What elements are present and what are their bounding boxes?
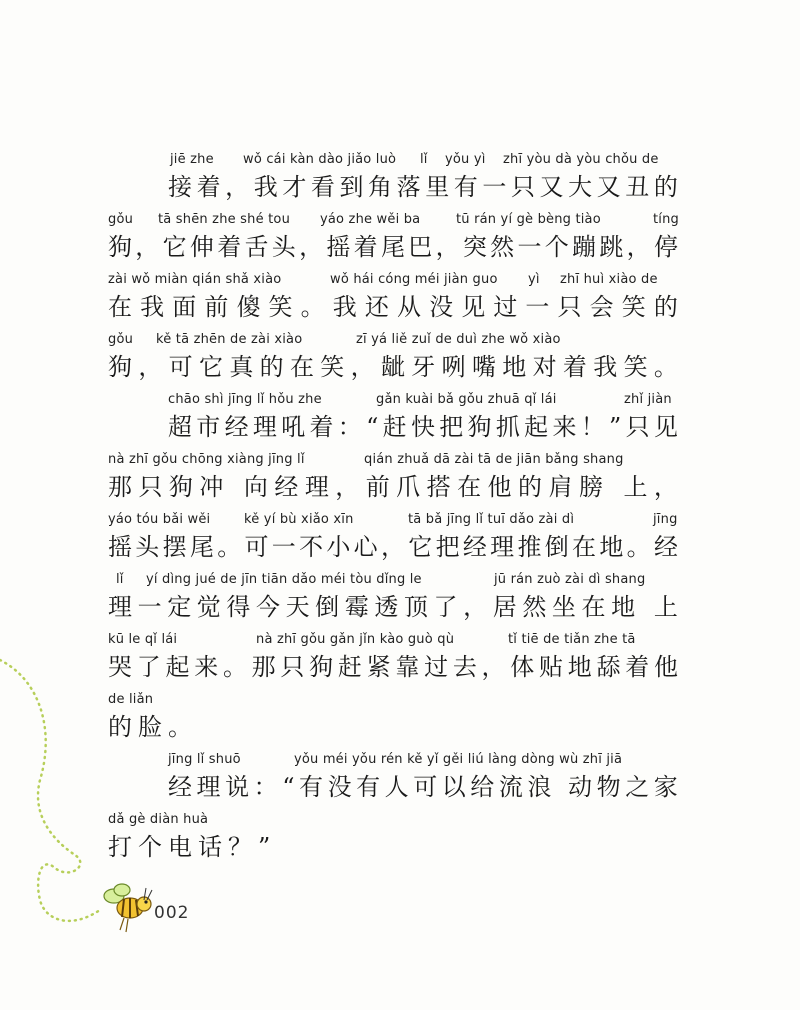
hanzi-row: 狗 ， 可 它 真 的 在 笑 ， 龇 牙 咧 嘴 地 对 着 我 笑 。 bbox=[108, 353, 678, 381]
pinyin-word: tā shēn zhe shé tou bbox=[158, 212, 291, 227]
pinyin-word: yǒu méi yǒu rén kě yǐ gěi liú làng dòng wù zhī jiā bbox=[294, 752, 623, 767]
pinyin-word: lǐ bbox=[420, 152, 428, 167]
pinyin-word: gǒu bbox=[108, 332, 134, 347]
hanzi-row: 打 个 电 话 ？ ” bbox=[108, 833, 271, 861]
pinyin-word: zhǐ jiàn bbox=[624, 392, 672, 407]
pinyin-word: gǒu bbox=[108, 212, 134, 227]
pinyin-word: tǐ tiē de tiǎn zhe tā bbox=[508, 632, 636, 647]
pinyin-word: dǎ gè diàn huà bbox=[108, 812, 209, 827]
pinyin-word: kě tā zhēn de zài xiào bbox=[156, 332, 303, 347]
pinyin-word: qián zhuǎ dā zài tā de jiān bǎng shang bbox=[364, 452, 624, 467]
pinyin-row bbox=[108, 812, 678, 830]
page-number: 002 bbox=[154, 903, 190, 923]
pinyin-word: kě yí bù xiǎo xīn bbox=[244, 512, 354, 527]
pinyin-word: jiē zhe bbox=[170, 152, 214, 167]
pinyin-row bbox=[108, 452, 678, 470]
pinyin-word: de liǎn bbox=[108, 692, 154, 707]
hanzi-row: 的 脸 。 bbox=[108, 713, 192, 741]
pinyin-row bbox=[108, 212, 678, 230]
pinyin-word: yǒu yì bbox=[445, 152, 486, 167]
pinyin-word: zhī huì xiào de bbox=[560, 272, 658, 287]
hanzi-row: 摇 头 摆 尾 。 可 一 不 小 心 ， 它 把 经 理 推 倒 在 地 。 经 bbox=[108, 533, 678, 561]
pinyin-word: zài wǒ miàn qián shǎ xiào bbox=[108, 272, 282, 287]
pinyin-word: jīng lǐ shuō bbox=[168, 752, 241, 767]
pinyin-row bbox=[108, 632, 678, 650]
pinyin-word: jū rán zuò zài dì shang bbox=[494, 572, 646, 587]
pinyin-word: kū le qǐ lái bbox=[108, 632, 178, 647]
pinyin-word: wǒ hái cóng méi jiàn guo bbox=[330, 272, 498, 287]
pinyin-row bbox=[108, 752, 678, 770]
pinyin-row bbox=[108, 152, 678, 170]
hanzi-row: 超 市 经 理 吼 着 ： “ 赶 快 把 狗 抓 起 来 ！ ” 只 见 bbox=[168, 413, 678, 441]
pinyin-row bbox=[108, 572, 678, 590]
pinyin-word: nà zhī gǒu chōng xiàng jīng lǐ bbox=[108, 452, 305, 467]
pinyin-word: jīng bbox=[653, 512, 678, 527]
hanzi-row: 哭 了 起 来 。 那 只 狗 赶 紧 靠 过 去 ， 体 贴 地 舔 着 他 bbox=[108, 653, 678, 681]
bee-icon bbox=[100, 878, 156, 934]
pinyin-row bbox=[108, 392, 678, 410]
pinyin-word: yáo zhe wěi ba bbox=[320, 212, 421, 227]
pinyin-word: lǐ bbox=[116, 572, 124, 587]
pinyin-row bbox=[108, 272, 678, 290]
hanzi-row: 在 我 面 前 傻 笑 。 我 还 从 没 见 过 一 只 会 笑 的 bbox=[108, 293, 678, 321]
pinyin-word: zī yá liě zuǐ de duì zhe wǒ xiào bbox=[356, 332, 561, 347]
hanzi-row: 接 着 ， 我 才 看 到 角 落 里 有 一 只 又 大 又 丑 的 bbox=[168, 173, 678, 201]
hanzi-row: 经 理 说 ： “ 有 没 有 人 可 以 给 流 浪 动 物 之 家 bbox=[168, 773, 678, 801]
pinyin-word: yì bbox=[528, 272, 540, 287]
pinyin-word: gǎn kuài bǎ gǒu zhuā qǐ lái bbox=[376, 392, 557, 407]
hanzi-row: 那 只 狗 冲 向 经 理 ， 前 爪 搭 在 他 的 肩 膀 上 ， bbox=[108, 473, 678, 501]
pinyin-word: yí dìng jué de jīn tiān dǎo méi tòu dǐng le bbox=[146, 572, 422, 587]
pinyin-word: tíng bbox=[653, 212, 680, 227]
pinyin-word: yáo tóu bǎi wěi bbox=[108, 512, 211, 527]
pinyin-row bbox=[108, 332, 678, 350]
pinyin-word: tā bǎ jīng lǐ tuī dǎo zài dì bbox=[408, 512, 575, 527]
hanzi-row: 理 一 定 觉 得 今 天 倒 霉 透 顶 了 ， 居 然 坐 在 地 上 bbox=[108, 593, 678, 621]
pinyin-word: chāo shì jīng lǐ hǒu zhe bbox=[168, 392, 322, 407]
pinyin-word: zhī yòu dà yòu chǒu de bbox=[503, 152, 659, 167]
hanzi-row: 狗 ， 它 伸 着 舌 头 ， 摇 着 尾 巴 ， 突 然 一 个 蹦 跳 ， 停 bbox=[108, 233, 678, 261]
pinyin-row bbox=[108, 692, 678, 710]
pinyin-word: tū rán yí gè bèng tiào bbox=[456, 212, 601, 227]
pinyin-word: wǒ cái kàn dào jiǎo luò bbox=[243, 152, 397, 167]
pinyin-word: nà zhī gǒu gǎn jǐn kào guò qù bbox=[256, 632, 455, 647]
pinyin-row bbox=[108, 512, 678, 530]
